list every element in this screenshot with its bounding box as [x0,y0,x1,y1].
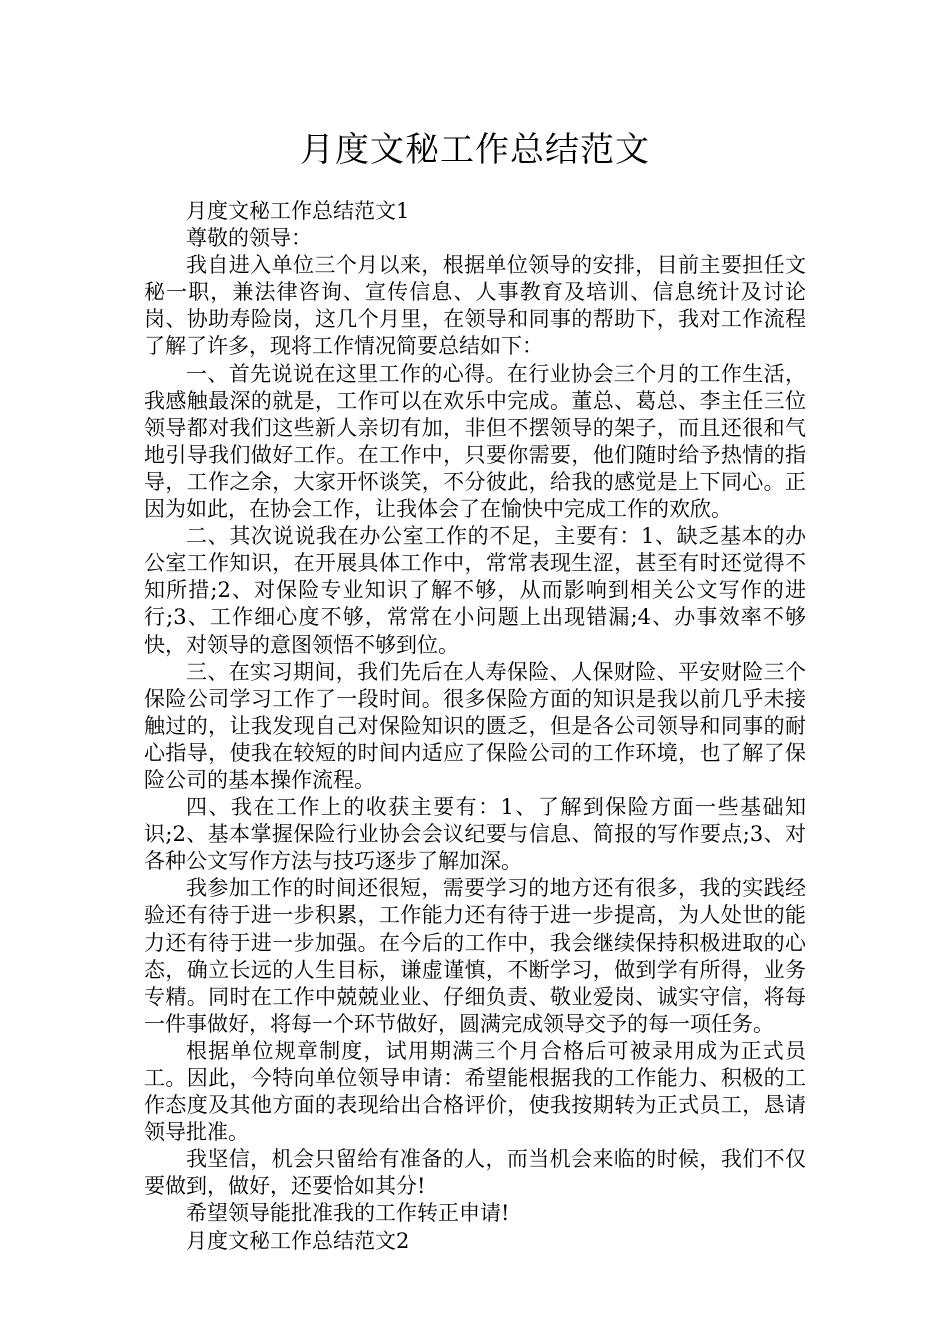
section-heading-1: 月度文秘工作总结范文1 [186,199,410,223]
document-title: 月度文秘工作总结范文 [300,130,650,170]
paragraph-point-4: 四、我在工作上的收获主要有：1、了解到保险方面一些基础知识;2、基本掌握保险行业协会会议纪要与信息、简报的写作要点;3、对各种公文写作方法与技巧逐步了解加深。 [144,795,806,874]
document-body [144,198,806,1255]
paragraph-belief: 我坚信，机会只留给有准备的人，而当机会来临的时候，我们不仅要做到，做好，还要恰如其分! [144,1147,806,1199]
paragraph-point-2: 二、其次说说我在办公室工作的不足，主要有：1、缺乏基本的办公室工作知识，在开展具体工作中，常常表现生涩，甚至有时还觉得不知所措;2、对保险专业知识了解不够，从而影响到相关公文写作的进行;3、工作细心度不够，常常在小问题上出现错漏;4、办事效率不够快，对领导的意图领悟不够到位。 [144,524,806,657]
paragraph-request: 根据单位规章制度，试用期满三个月合格后可被录用成为正式员工。因此，今特向单位领导申请：希望能根据我的工作能力、积极的工作态度及其他方面的表现给出合格评价，使我按期转为正式员工，恳请领导批准。 [144,1038,806,1145]
paragraph-outlook: 我参加工作的时间还很短，需要学习的地方还有很多，我的实践经验还有待于进一步积累，工作能力还有待于进一步提高，为人处世的能力还有待于进一步加强。在今后的工作中，我会继续保持积极进取的心态，确立长远的人生目标，谦虚谨慎，不断学习，做到学有所得，业务专精。同时在工作中兢兢业业、仔细负责、敬业爱岗、诚实守信，将每一件事做好，将每一个环节做好，圆满完成领导交予的每一项任务。 [144,876,806,1036]
paragraph-point-3: 三、在实习期间，我们先后在人寿保险、人保财险、平安财险三个保险公司学习工作了一段时间。很多保险方面的知识是我以前几乎未接触过的，让我发现自己对保险知识的匮乏，但是各公司领导和同事的耐心指导，使我在较短的时间内适应了保险公司的工作环境，也了解了保险公司的基本操作流程。 [144,659,806,792]
salutation: 尊敬的领导： [186,226,312,251]
section-heading-2: 月度文秘工作总结范文2 [186,1228,410,1253]
paragraph-intro: 我自进入单位三个月以来，根据单位领导的安排，目前主要担任文秘一职，兼法律咨询、宣传信息、人事教育及培训、信息统计及讨论岗、协助寿险岗，这几个月里，在领导和同事的帮助下，我对工作流程了解了许多，现将工作情况简要总结如下： [144,253,806,359]
paragraph-point-1: 一、首先说说在这里工作的心得。在行业协会三个月的工作生活，我感触最深的就是，工作可以在欢乐中完成。董总、葛总、李主任三位领导都对我们这些新人亲切有加，非但不摆领导的架子，而且还很和气地引导我们做好工作。在工作中，只要你需要，他们随时给予热情的指导，工作之余，大家开怀谈笑，不分彼此，给我的感觉是上下同心。正因为如此，在协会工作，让我体会了在愉快中完成工作的欢欣。 [144,361,806,522]
document-page [144,124,806,1255]
paragraph-closing: 希望领导能批准我的工作转正申请! [186,1201,510,1226]
